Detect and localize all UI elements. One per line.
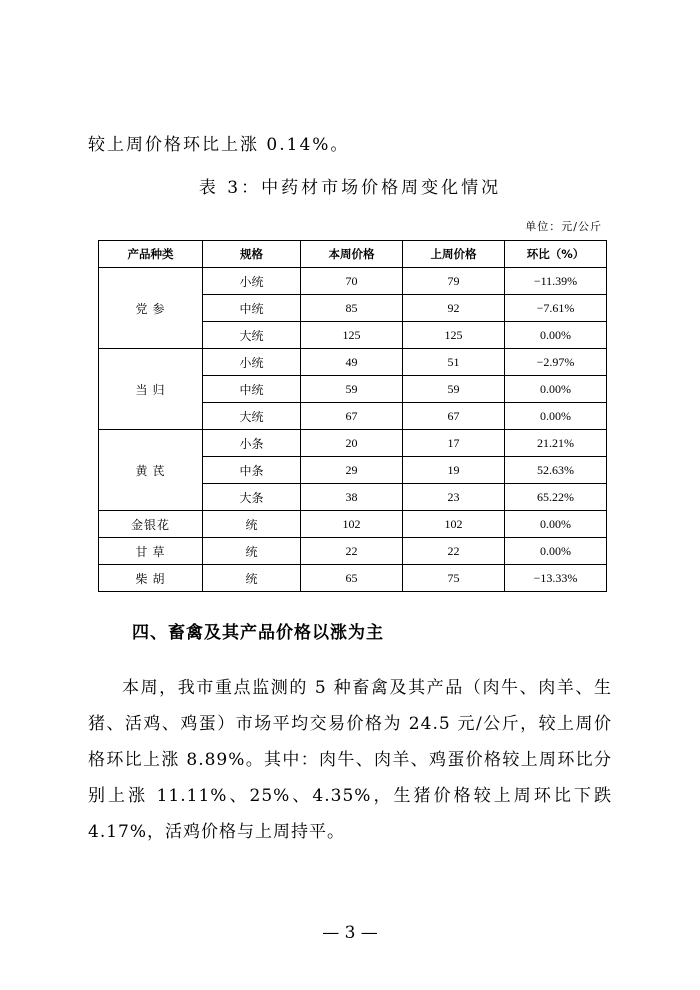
this-week-price-cell: 29 <box>301 457 403 484</box>
change-cell: −11.39% <box>505 268 607 295</box>
this-week-price-cell: 67 <box>301 403 403 430</box>
header-last-week: 上周价格 <box>403 241 505 268</box>
this-week-price-cell: 125 <box>301 322 403 349</box>
category-cell: 党 参 <box>99 268 203 349</box>
last-week-price-cell: 125 <box>403 322 505 349</box>
last-week-price-cell: 59 <box>403 376 505 403</box>
change-cell: 21.21% <box>505 430 607 457</box>
header-change: 环比（%） <box>505 241 607 268</box>
change-cell: 0.00% <box>505 376 607 403</box>
this-week-price-cell: 59 <box>301 376 403 403</box>
table-row <box>99 565 607 592</box>
spec-cell: 小统 <box>203 349 301 376</box>
spec-cell: 大统 <box>203 322 301 349</box>
last-week-price-cell: 92 <box>403 295 505 322</box>
spec-cell: 统 <box>203 511 301 538</box>
spec-cell: 统 <box>203 565 301 592</box>
category-cell: 金银花 <box>99 511 203 538</box>
category-cell: 黄 芪 <box>99 430 203 511</box>
table-row <box>99 349 607 376</box>
spec-cell: 大条 <box>203 484 301 511</box>
table-header-row <box>99 241 607 268</box>
change-cell: 0.00% <box>505 322 607 349</box>
change-cell: 0.00% <box>505 403 607 430</box>
spec-cell: 统 <box>203 538 301 565</box>
this-week-price-cell: 65 <box>301 565 403 592</box>
spec-cell: 中条 <box>203 457 301 484</box>
section-heading: 四、畜禽及其产品价格以涨为主 <box>132 623 384 643</box>
last-week-price-cell: 67 <box>403 403 505 430</box>
category-cell: 当 归 <box>99 349 203 430</box>
last-week-price-cell: 79 <box>403 268 505 295</box>
this-week-price-cell: 70 <box>301 268 403 295</box>
unit-label: 单位：元/公斤 <box>525 220 602 233</box>
price-table <box>98 240 607 592</box>
table-row <box>99 538 607 565</box>
category-cell: 甘 草 <box>99 538 203 565</box>
spec-cell: 大统 <box>203 403 301 430</box>
this-week-price-cell: 102 <box>301 511 403 538</box>
last-week-price-cell: 51 <box>403 349 505 376</box>
change-cell: 52.63% <box>505 457 607 484</box>
spec-cell: 中统 <box>203 376 301 403</box>
table-row <box>99 430 607 457</box>
this-week-price-cell: 38 <box>301 484 403 511</box>
change-cell: −2.97% <box>505 349 607 376</box>
change-cell: 0.00% <box>505 538 607 565</box>
this-week-price-cell: 22 <box>301 538 403 565</box>
spec-cell: 中统 <box>203 295 301 322</box>
last-week-price-cell: 17 <box>403 430 505 457</box>
this-week-price-cell: 85 <box>301 295 403 322</box>
body-paragraph: 本周，我市重点监测的 5 种畜禽及其产品（肉牛、肉羊、生猪、活鸡、鸡蛋）市场平均交易价格为 24.5 元/公斤，较上周价格环比上涨 8.89%。其中：肉牛、肉羊、鸡蛋价格较上周环比分别上涨 11.11%、25%、4.35%，生猪价格较上周环比下跌 4.17%，活鸡价格与上周持平。 <box>88 678 612 842</box>
last-week-price-cell: 19 <box>403 457 505 484</box>
table-row <box>99 268 607 295</box>
page-number: — 3 — <box>322 923 378 943</box>
last-week-price-cell: 102 <box>403 511 505 538</box>
last-week-price-cell: 22 <box>403 538 505 565</box>
change-cell: −13.33% <box>505 565 607 592</box>
header-category: 产品种类 <box>99 241 203 268</box>
spec-cell: 小条 <box>203 430 301 457</box>
header-spec: 规格 <box>203 241 301 268</box>
this-week-price-cell: 20 <box>301 430 403 457</box>
last-week-price-cell: 23 <box>403 484 505 511</box>
lead-text: 较上周价格环比上涨 0.14%。 <box>88 135 350 155</box>
category-cell: 柴 胡 <box>99 565 203 592</box>
spec-cell: 小统 <box>203 268 301 295</box>
last-week-price-cell: 75 <box>403 565 505 592</box>
change-cell: 65.22% <box>505 484 607 511</box>
change-cell: −7.61% <box>505 295 607 322</box>
table-title: 表 3：中药材市场价格周变化情况 <box>198 178 502 198</box>
header-this-week: 本周价格 <box>301 241 403 268</box>
table-body <box>99 268 607 592</box>
change-cell: 0.00% <box>505 511 607 538</box>
this-week-price-cell: 49 <box>301 349 403 376</box>
table-row <box>99 511 607 538</box>
